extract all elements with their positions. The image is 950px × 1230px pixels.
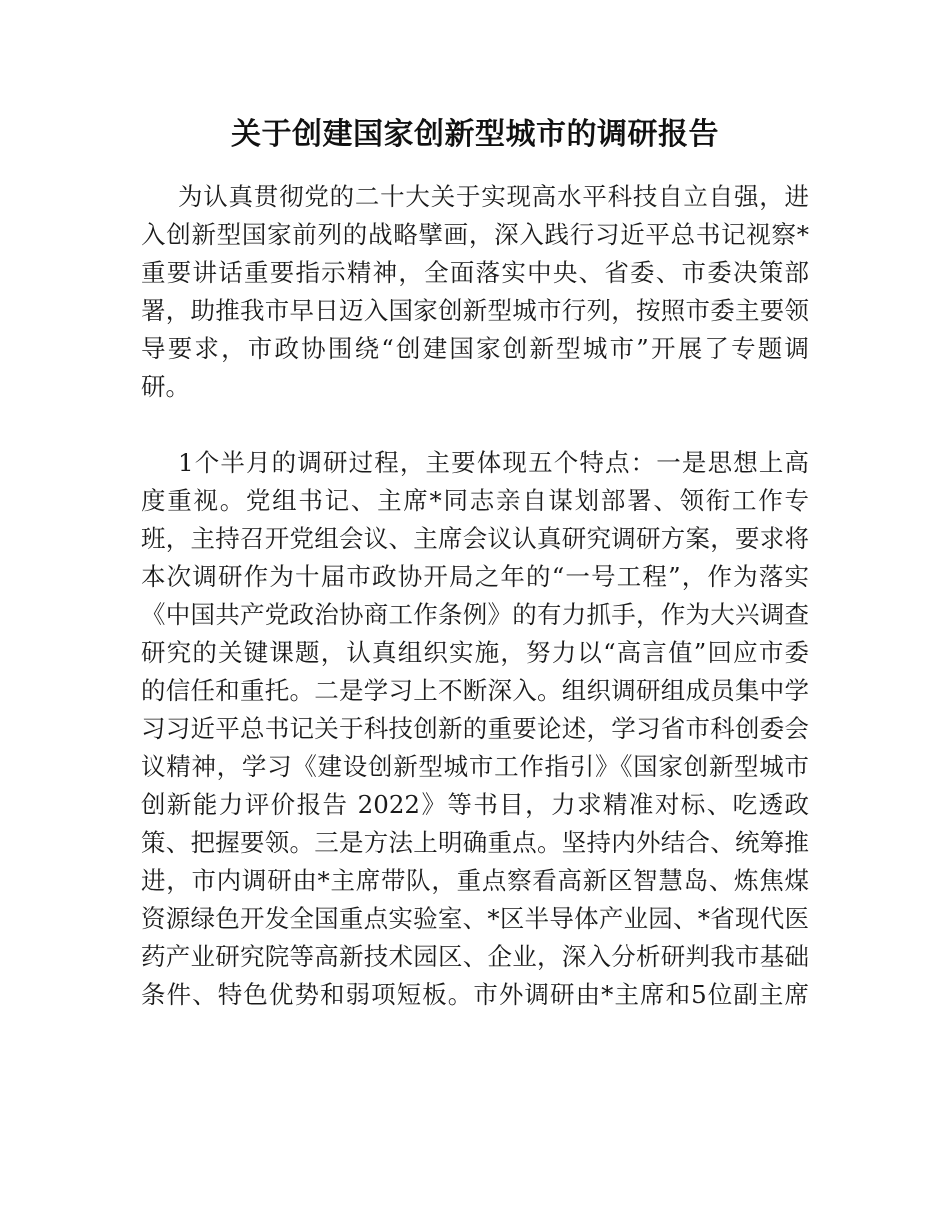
paragraph-line: 《中国共产党政治协商工作条例》的有力抓手，作为大兴调查 <box>141 600 809 629</box>
paragraph-line: 署，助推我市早日迈入国家创新型城市行列，按照市委主要领 <box>141 296 809 325</box>
paragraph-line: 研。 <box>141 372 190 401</box>
paragraph-line: 创新能力评价报告 2022》等书目，力求精准对标、吃透政 <box>141 790 809 819</box>
paragraph-line: 条件、特色优势和弱项短板。市外调研由*主席和5位副主席 <box>141 980 809 1009</box>
paragraph-line: 入创新型国家前列的战略擘画，深入践行习近平总书记视察* <box>141 220 809 249</box>
paragraph-line: 药产业研究院等高新技术园区、企业，深入分析研判我市基础 <box>141 942 809 971</box>
paragraph-line: 策、把握要领。三是方法上明确重点。坚持内外结合、统筹推 <box>141 828 809 857</box>
paragraph-line: 议精神，学习《建设创新型城市工作指引》《国家创新型城市 <box>141 752 809 781</box>
paragraph-line: 的信任和重托。二是学习上不断深入。组织调研组成员集中学 <box>141 676 809 705</box>
paragraph-line: 本次调研作为十届市政协开局之年的“一号工程”，作为落实 <box>141 562 809 591</box>
paragraph-line: 导要求，市政协围绕“创建国家创新型城市”开展了专题调 <box>141 334 809 363</box>
paragraph-line: 资源绿色开发全国重点实验室、*区半导体产业园、*省现代医 <box>141 904 809 933</box>
paragraph-line: 重要讲话重要指示精神，全面落实中央、省委、市委决策部 <box>141 258 809 287</box>
paragraph-line: 为认真贯彻党的二十大关于实现高水平科技自立自强，进 <box>178 182 809 211</box>
paragraph-line: 1个半月的调研过程，主要体现五个特点：一是思想上高 <box>178 448 809 477</box>
paragraph-line: 习习近平总书记关于科技创新的重要论述，学习省市科创委会 <box>141 714 809 743</box>
paragraph-line: 研究的关键课题，认真组织实施，努力以“高言值”回应市委 <box>141 638 809 667</box>
paragraph-line: 度重视。党组书记、主席*同志亲自谋划部署、领衔工作专 <box>141 486 809 515</box>
document-title: 关于创建国家创新型城市的调研报告 <box>231 117 719 152</box>
paragraph-line: 进，市内调研由*主席带队，重点察看高新区智慧岛、炼焦煤 <box>141 866 809 895</box>
paragraph-line: 班，主持召开党组会议、主席会议认真研究调研方案，要求将 <box>141 524 809 553</box>
